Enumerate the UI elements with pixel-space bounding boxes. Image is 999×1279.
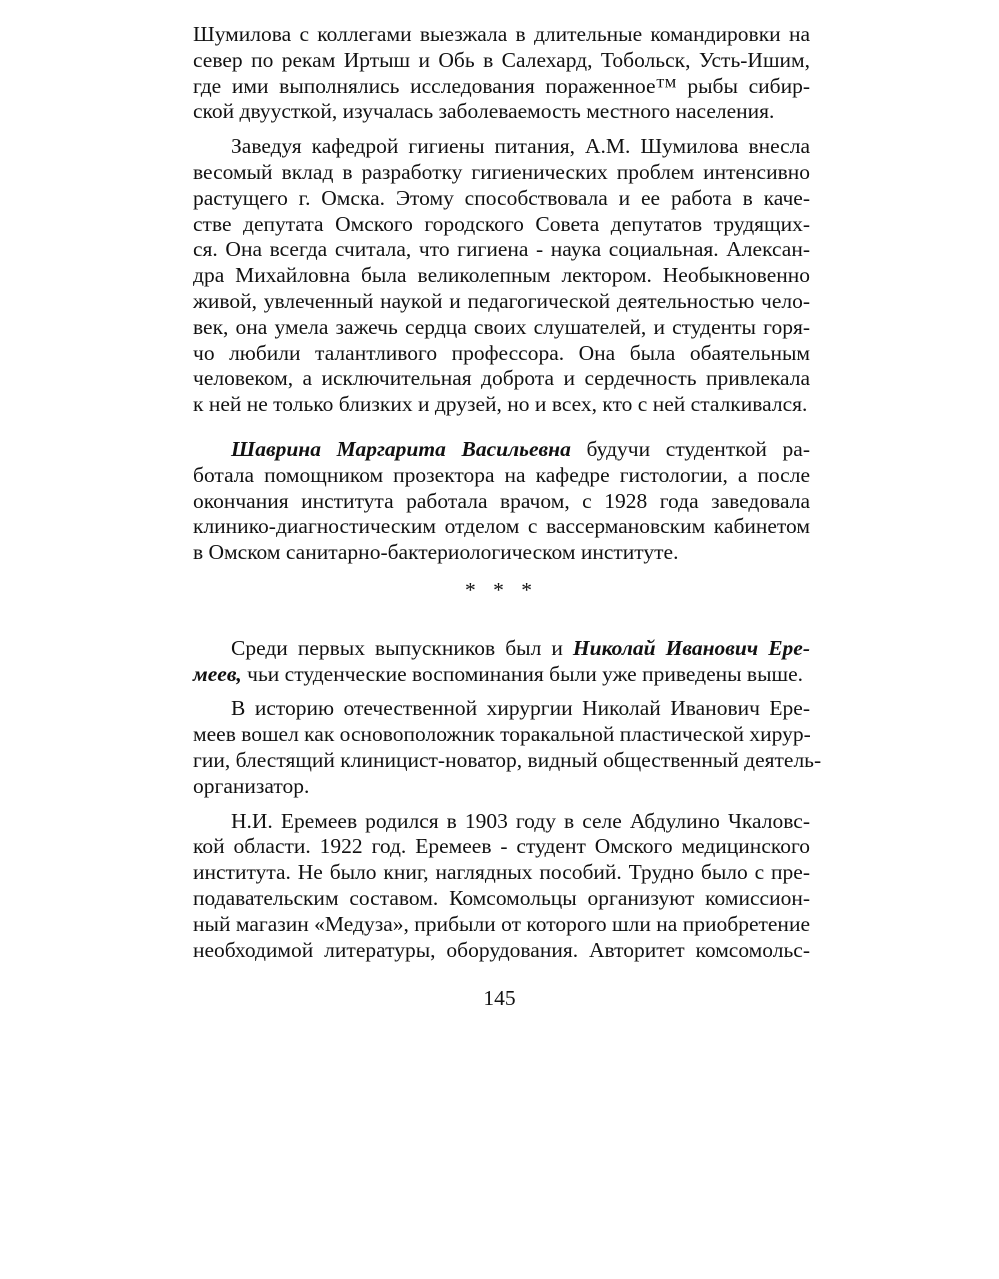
- text-line: В историю отечественной хирургии Николай Иванович Ере-: [231, 696, 810, 721]
- text-line: гии, блестящий клиницист-новатор, видный общественный деятель-: [193, 747, 822, 772]
- page-number: 145: [483, 986, 516, 1010]
- text-line: клинико-диагностическим отделом с вассермановским кабинетом: [193, 514, 810, 539]
- text-line: человеком, а исключительная доброта и сердечность привлекала: [193, 366, 810, 391]
- text-fragment: Среди первых выпускников был и: [231, 635, 573, 660]
- text-line: в Омском санитарно-бактериологическом институте.: [193, 540, 679, 565]
- text-fragment: будучи студенткой ра-: [570, 436, 810, 461]
- paragraph-shumilova-expeditions: [193, 22, 810, 125]
- text-line: [193, 437, 810, 463]
- text-line: кой области. 1922 год. Еремеев - студент Омского медицинского: [193, 834, 810, 859]
- text-line: Н.И. Еремеев родился в 1903 году в селе Абдулино Чкаловс-: [231, 808, 810, 833]
- text-line: растущего г. Омска. Этому способствовала и ее работа в каче-: [193, 185, 810, 210]
- page-body: [193, 22, 822, 963]
- text-line: к ней не только близких и друзей, но и всех, кто с ней сталкивался.: [193, 392, 808, 417]
- paragraph-eremeev-surgery: [193, 696, 822, 799]
- text-line: ся. Она всегда считала, что гигиена - наука социальная. Алексан-: [193, 237, 810, 262]
- text-line: дра Михайловна была великолепным лектором. Необыкновенно: [193, 263, 810, 288]
- text-line: института. Не было книг, наглядных пособий. Трудно было с пре-: [193, 860, 810, 885]
- text-line: подавательским составом. Комсомольцы организуют комиссион-: [193, 885, 810, 910]
- text-fragment: чьи студенческие воспоминания были уже приведены выше.: [241, 661, 804, 686]
- text-line: меев вошел как основоположник торакальной пластической хирур-: [193, 722, 811, 747]
- text-line: Шумилова с коллегами выезжала в длительные командировки на: [193, 22, 810, 46]
- paragraph-eremeev-intro: [193, 636, 810, 688]
- person-name: Шаврина Маргарита Васильевна: [231, 436, 571, 461]
- text-line: чо любили талантливого профессора. Она была обаятельным: [193, 340, 810, 365]
- paragraph-shavrina: [193, 437, 810, 566]
- paragraph-shumilova-hygiene: [193, 134, 810, 418]
- text-line: [193, 662, 810, 688]
- section-separator: * * *: [465, 577, 538, 602]
- paragraph-eremeev-biography: [193, 809, 810, 964]
- person-name: Николай Иванович Ере-: [572, 635, 810, 660]
- text-line: [193, 636, 810, 662]
- text-line: где ими выполнялись исследования пораженное™ рыбы сибир-: [193, 73, 810, 98]
- text-line: север по рекам Иртыш и Обь в Салехард, Тобольск, Усть-Ишим,: [193, 47, 810, 72]
- text-line: окончания института работала врачом, с 1928 года заведовала: [193, 488, 810, 513]
- text-line: ской двуусткой, изучалась заболеваемость местного населения.: [193, 99, 775, 124]
- text-line: весомый вклад в разработку гигиенических проблем интенсивно: [193, 159, 810, 184]
- text-line: организатор.: [193, 773, 310, 798]
- text-line: ный магазин «Медуза», прибыли от которого шли на приобретение: [193, 911, 810, 936]
- text-line: век, она умела зажечь сердца своих слушателей, и студенты горя-: [193, 314, 810, 339]
- text-line: ботала помощником прозектора на кафедре гистологии, а после: [193, 462, 810, 487]
- person-name-continued: меев,: [193, 661, 242, 686]
- text-line: стве депутата Омского городского Совета депутатов трудящих-: [193, 211, 810, 236]
- text-line: необходимой литературы, оборудования. Авторитет комсомольс-: [193, 937, 810, 962]
- text-line: живой, увлеченный наукой и педагогической деятельностью чело-: [193, 288, 810, 313]
- text-line: Заведуя кафедрой гигиены питания, А.М. Шумилова внесла: [231, 134, 810, 159]
